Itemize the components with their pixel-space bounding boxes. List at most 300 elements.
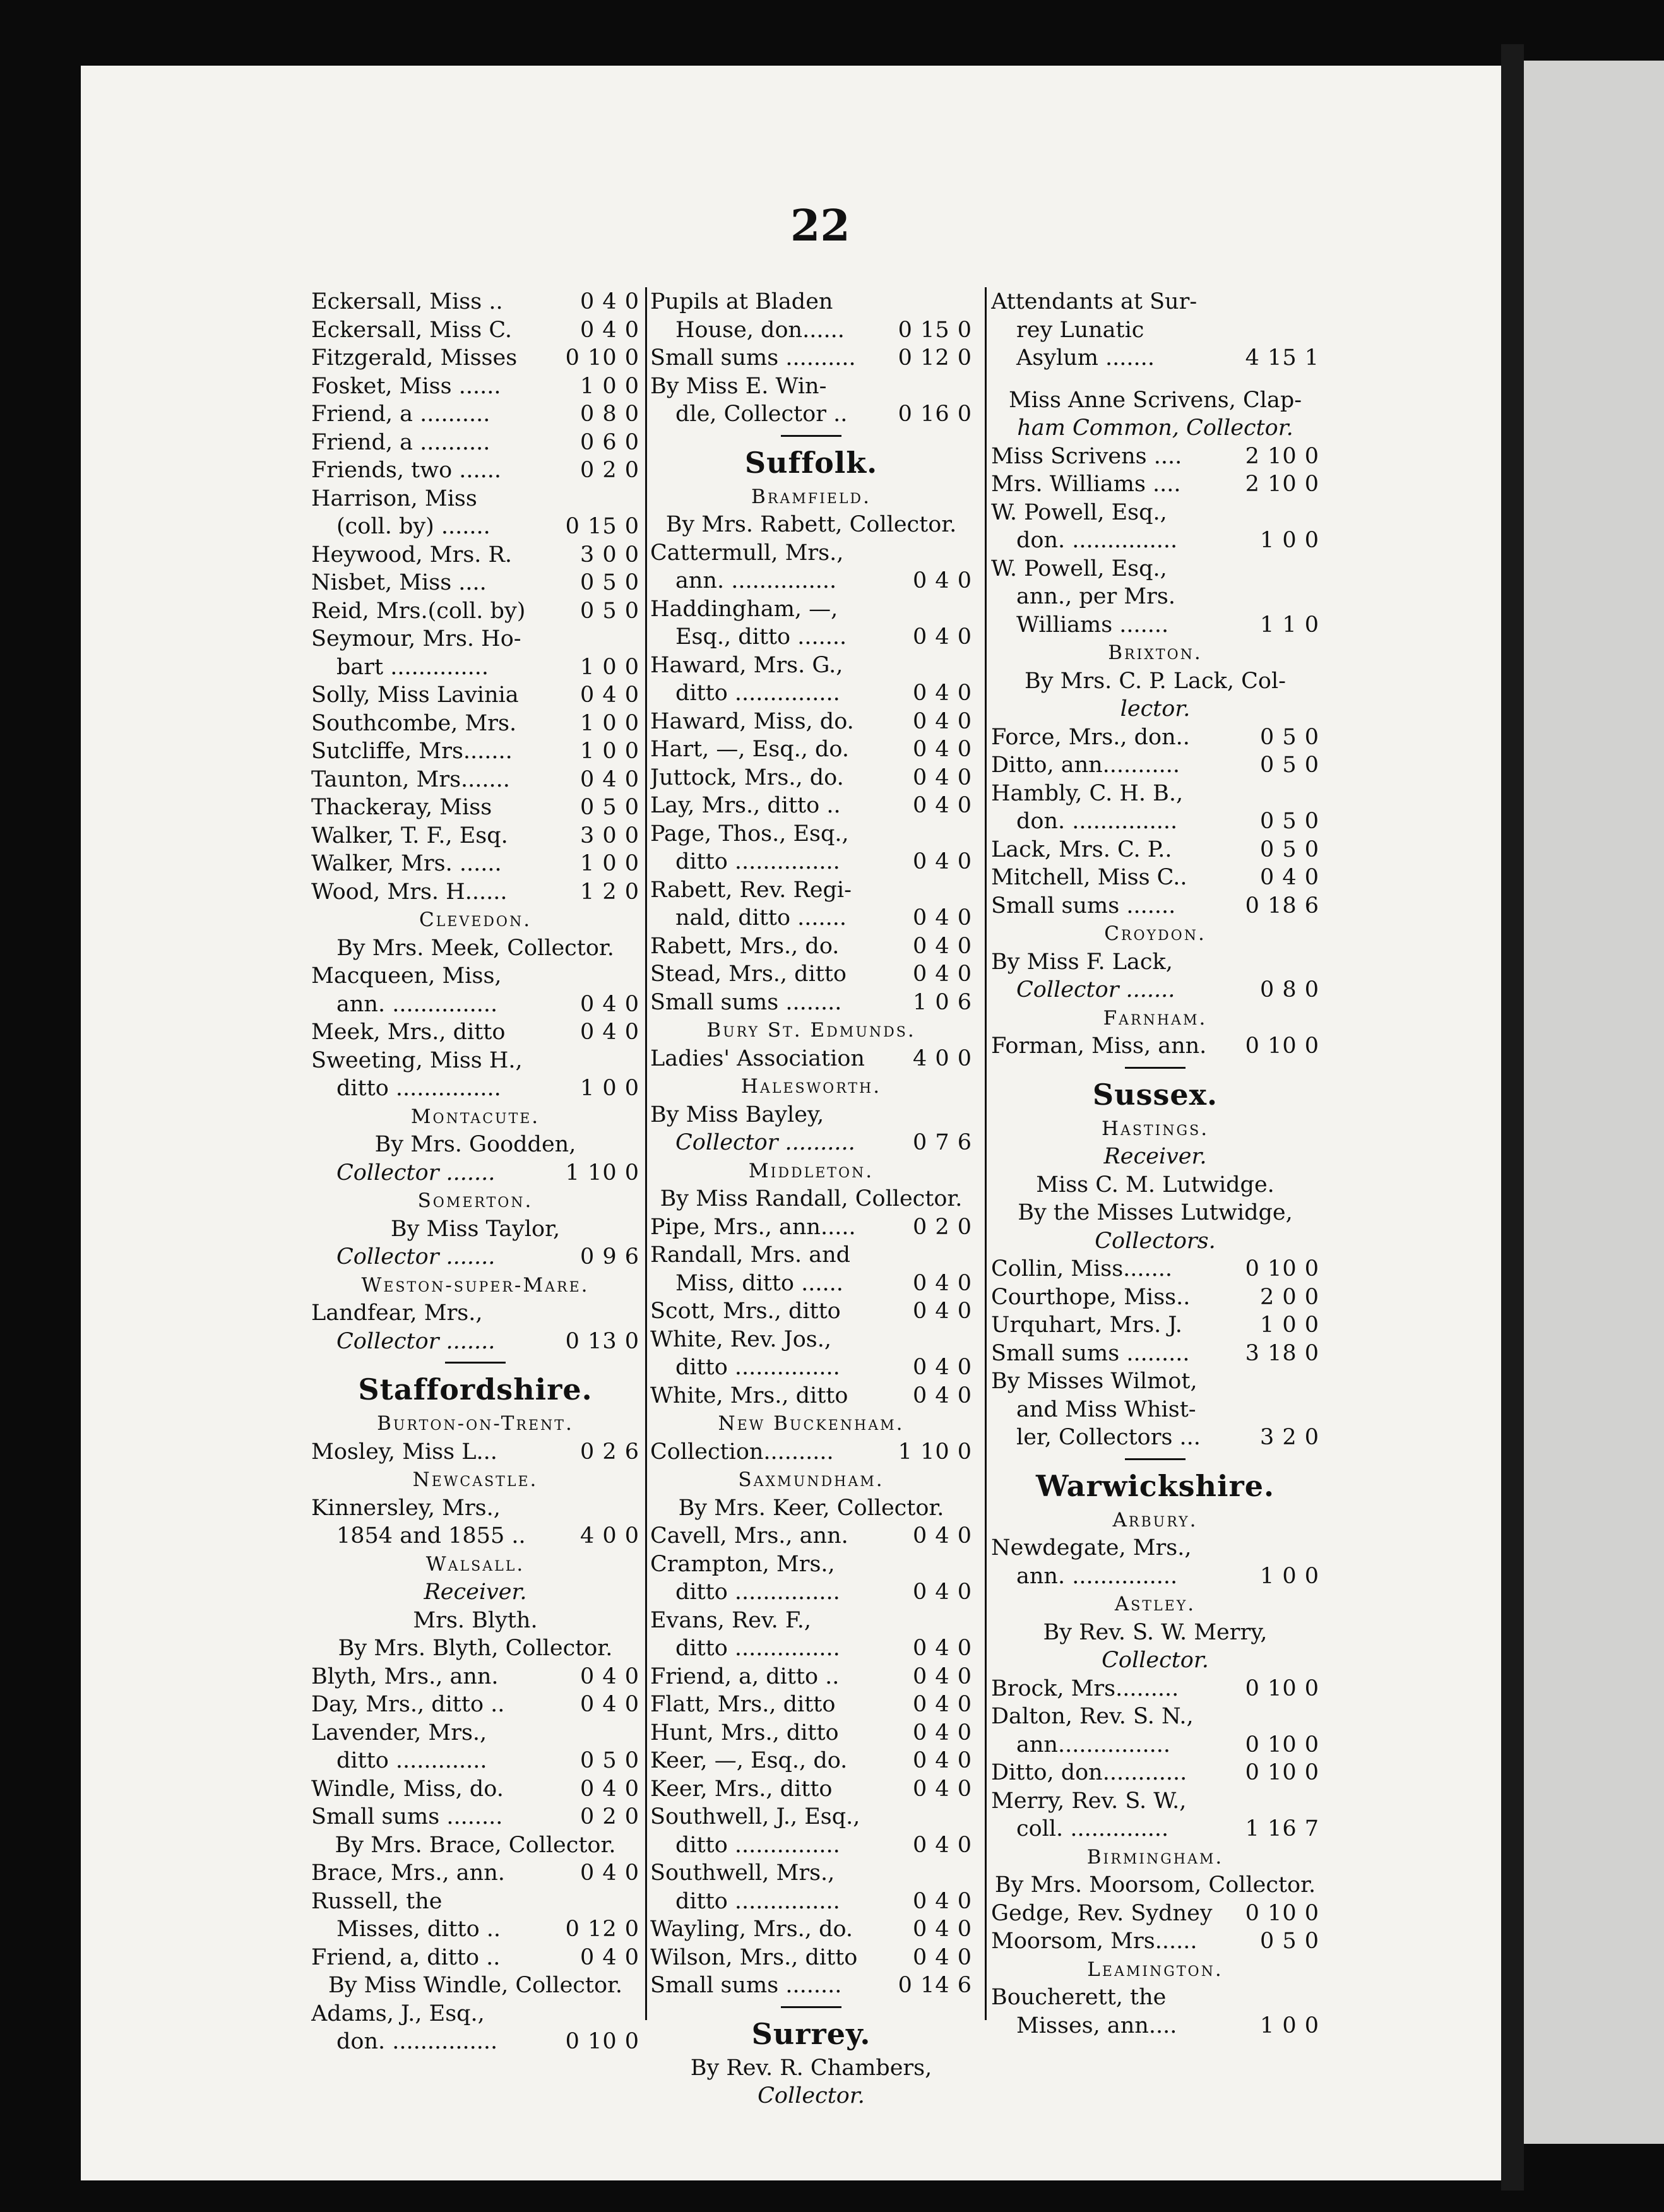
- entry-name: Landfear, Mrs.,: [311, 1300, 483, 1326]
- subscription-entry: [650, 1522, 972, 1550]
- amount: 0 6 0: [576, 429, 639, 457]
- subscription-entry: [991, 1340, 1319, 1368]
- entry-name: Courthope, Miss..: [991, 1284, 1191, 1310]
- subscription-entry-continued: [650, 400, 972, 429]
- place-heading: Middleton.: [748, 1159, 874, 1182]
- subscription-entry-continued: [311, 1915, 639, 1944]
- entry-name: Cavell, Mrs., ann.: [650, 1523, 848, 1549]
- entry-name: Walker, T. F., Esq.: [311, 823, 508, 848]
- amount: 0 4 0: [909, 1775, 972, 1804]
- entry-name: Haward, Mrs. G.,: [650, 652, 843, 678]
- entry-name: ler, Collectors ...: [1016, 1425, 1201, 1450]
- entry-name: ditto ...............: [675, 681, 840, 706]
- subscription-entry-continued: [311, 1522, 639, 1550]
- collector-line: By Mrs. Brace, Collector.: [335, 1832, 616, 1858]
- entry-name: By Miss E. Win-: [650, 373, 827, 399]
- entry-name: and Miss Whist-: [1016, 1396, 1196, 1422]
- entry-name: don. ...............: [1016, 528, 1178, 553]
- subscription-entry: [311, 2000, 639, 2028]
- subscription-entry: [311, 1803, 639, 1831]
- subscription-entry-continued: [650, 1129, 972, 1157]
- amount: 1 2 0: [576, 878, 639, 907]
- subscription-entry: [991, 1534, 1319, 1562]
- collector-line: By Miss Taylor,: [390, 1216, 561, 1242]
- amount: 0 4 0: [576, 1944, 639, 1972]
- amount: 0 15 0: [562, 513, 639, 541]
- subscription-entry-continued: [991, 1815, 1319, 1843]
- entry-name: Day, Mrs., ditto ..: [311, 1692, 505, 1717]
- subscription-entry: [311, 1663, 639, 1691]
- entry-name: ditto ...............: [675, 1355, 840, 1380]
- entry-name: Small sums ........: [311, 1804, 503, 1829]
- amount: 0 4 0: [576, 1775, 639, 1804]
- amount: 0 4 0: [909, 1578, 972, 1607]
- entry-name: By Misses Wilmot,: [991, 1369, 1197, 1394]
- amount: 0 5 0: [576, 569, 639, 597]
- subscription-entry-continued: [650, 567, 972, 595]
- amount: 0 10 0: [562, 2028, 639, 2056]
- amount: 0 4 0: [909, 1382, 972, 1410]
- amount: 0 5 0: [576, 794, 639, 822]
- entry-name: ann. ...............: [336, 991, 498, 1017]
- subscription-entry: [650, 651, 972, 680]
- subscription-entry: [650, 1859, 972, 1888]
- entry-name: Haddingham, —,: [650, 596, 838, 622]
- subscription-entry: [650, 1101, 972, 1129]
- amount: 0 4 0: [909, 904, 972, 932]
- amount: 0 13 0: [562, 1328, 639, 1356]
- subscription-entry: [311, 1691, 639, 1719]
- entry-name: Wood, Mrs. H......: [311, 879, 508, 905]
- subscription-entry: [311, 625, 639, 653]
- amount: 1 0 6: [909, 989, 972, 1017]
- amount: 3 2 0: [1256, 1424, 1319, 1452]
- entry-name: Macqueen, Miss,: [311, 963, 502, 989]
- entry-name: Randall, Mrs. and: [650, 1242, 851, 1268]
- role-line: Collector.: [1102, 1648, 1209, 1673]
- facing-page-edge: [1524, 61, 1664, 2144]
- subscription-entry: [311, 400, 639, 429]
- entry-name: Seymour, Mrs. Ho-: [311, 626, 521, 651]
- subscription-entry: [311, 1047, 639, 1075]
- place-heading: Arbury.: [1112, 1508, 1198, 1531]
- amount: 0 12 0: [894, 344, 972, 372]
- entry-name: ditto ...............: [675, 849, 840, 874]
- role-line: ham Common, Collector.: [1017, 415, 1293, 441]
- amount: 0 10 0: [1242, 1900, 1319, 1928]
- subscription-entry: [991, 1983, 1319, 2012]
- subscription-entry: [650, 1971, 972, 2000]
- subscription-entry: [650, 1775, 972, 1804]
- subscription-entry: [311, 316, 639, 345]
- entry-name: Haward, Miss, do.: [650, 708, 854, 734]
- amount: 0 4 0: [909, 735, 972, 764]
- entry-name: Friends, two ......: [311, 458, 502, 483]
- place-heading: Montacute.: [410, 1105, 540, 1128]
- amount: 0 4 0: [909, 1353, 972, 1382]
- place-heading: Birmingham.: [1086, 1845, 1224, 1869]
- entry-name: Misses, ann....: [1016, 2013, 1177, 2038]
- amount: 0 4 0: [576, 766, 639, 794]
- role-line: Receiver.: [1103, 1144, 1207, 1169]
- subscription-entry: [650, 989, 972, 1017]
- amount: 0 4 0: [909, 708, 972, 736]
- section-rule: [650, 429, 972, 443]
- amount: 0 5 0: [1256, 836, 1319, 864]
- amount: 0 12 0: [562, 1915, 639, 1944]
- amount: 4 15 1: [1242, 344, 1319, 372]
- subscription-entry: [650, 1326, 972, 1354]
- subscription-entry: [991, 836, 1319, 864]
- subscription-entry: [650, 1550, 972, 1579]
- entry-name: ann. ...............: [1016, 1563, 1178, 1589]
- subscription-entry: [311, 485, 639, 513]
- subscription-entry: [650, 595, 972, 624]
- amount: 0 10 0: [562, 344, 639, 372]
- entry-name: Eckersall, Miss ..: [311, 289, 503, 314]
- entry-name: Fosket, Miss ......: [311, 373, 501, 399]
- amount: 0 9 6: [576, 1243, 639, 1271]
- subscription-entry-continued: [991, 1562, 1319, 1591]
- role-line: lector.: [1120, 696, 1191, 722]
- amount: 0 4 0: [909, 1831, 972, 1860]
- entry-name: Lavender, Mrs.,: [311, 1720, 487, 1745]
- amount: 0 5 0: [1256, 1927, 1319, 1956]
- place-heading: Astley.: [1114, 1593, 1196, 1615]
- entry-name: Friend, a ..........: [311, 429, 490, 455]
- amount: 0 4 0: [909, 1719, 972, 1747]
- entry-name: Collector .......: [1016, 977, 1175, 1002]
- amount: 0 4 0: [909, 932, 972, 961]
- amount: 1 0 0: [576, 850, 639, 878]
- entry-name: Reid, Mrs.(coll. by): [311, 598, 526, 624]
- entry-name: Hart, —, Esq., do.: [650, 737, 849, 762]
- entry-name: Kinnersley, Mrs.,: [311, 1495, 501, 1521]
- amount: 1 0 0: [1256, 526, 1319, 555]
- entry-name: Urquhart, Mrs. J.: [991, 1312, 1182, 1338]
- place-heading: New Buckenham.: [718, 1412, 905, 1435]
- subscription-entry: [991, 1675, 1319, 1703]
- entry-name: Evans, Rev. F.,: [650, 1607, 811, 1633]
- entry-name: Newdegate, Mrs.,: [991, 1535, 1192, 1561]
- spacer: [991, 372, 1319, 386]
- entry-name: Eckersall, Miss C.: [311, 317, 513, 343]
- entry-name: ditto .............: [336, 1748, 487, 1773]
- amount: 0 4 0: [909, 1663, 972, 1691]
- entry-name: Friend, a, ditto ..: [311, 1944, 501, 1970]
- subscription-entry: [311, 569, 639, 597]
- amount: 0 2 0: [576, 1803, 639, 1831]
- subscription-entry: [650, 820, 972, 848]
- entry-name: Thackeray, Miss: [311, 795, 492, 820]
- amount: 1 0 0: [1256, 1562, 1319, 1591]
- subscription-entry: [650, 932, 972, 961]
- entry-name: Sweeting, Miss H.,: [311, 1047, 523, 1073]
- place-heading: Hastings.: [1101, 1117, 1209, 1140]
- subscription-entry-continued: [991, 1731, 1319, 1759]
- entry-name: Windle, Miss, do.: [311, 1776, 504, 1802]
- county-heading: Sussex.: [1092, 1077, 1218, 1112]
- entry-name: Hambly, C. H. B.,: [991, 780, 1184, 806]
- amount: 1 0 0: [576, 710, 639, 738]
- subscription-entry-continued: [991, 807, 1319, 836]
- amount: 0 4 0: [909, 1915, 972, 1944]
- subscription-entry-continued: [311, 2028, 639, 2056]
- subscription-entry: [991, 1283, 1319, 1312]
- entry-name: Force, Mrs., don..: [991, 724, 1190, 750]
- amount: 0 4 0: [909, 1944, 972, 1972]
- amount: 0 4 0: [909, 1297, 972, 1326]
- subscription-entry: [311, 681, 639, 710]
- collector-line: Miss Anne Scrivens, Clap-: [1008, 387, 1302, 413]
- subscription-entry-continued: [650, 848, 972, 876]
- place-heading: Somerton.: [417, 1189, 533, 1212]
- subscription-entry-continued: [650, 904, 972, 932]
- subscription-entry-continued: [991, 316, 1319, 345]
- collector-line: By Mrs. Blyth, Collector.: [338, 1636, 613, 1661]
- collector-line: By Rev. R. Chambers,: [690, 2055, 932, 2081]
- column-divider-2: [985, 287, 987, 2020]
- amount: 0 4 0: [909, 679, 972, 708]
- amount: 0 4 0: [576, 288, 639, 316]
- subscription-entry: [991, 1311, 1319, 1340]
- entry-name: ditto ...............: [675, 1888, 840, 1914]
- subscription-entry: [311, 850, 639, 878]
- subscription-entry: [991, 555, 1319, 583]
- entry-name: ann................: [1016, 1732, 1170, 1757]
- subscription-entry: [311, 1859, 639, 1888]
- entry-name: Brock, Mrs.........: [991, 1675, 1179, 1701]
- amount: 1 0 0: [576, 1074, 639, 1103]
- amount: 0 4 0: [909, 1270, 972, 1298]
- amount: 4 0 0: [576, 1522, 639, 1550]
- entry-name: Gedge, Rev. Sydney: [991, 1900, 1213, 1926]
- entry-name: Southwell, J., Esq.,: [650, 1804, 860, 1829]
- subscription-entry: [650, 344, 972, 372]
- entry-name: Wilson, Mrs., ditto: [650, 1944, 858, 1970]
- subscription-entry: [311, 878, 639, 907]
- amount: 0 2 0: [576, 456, 639, 485]
- page-number: 22: [790, 201, 850, 251]
- entry-name: Hunt, Mrs., ditto: [650, 1720, 839, 1745]
- subscription-entry-continued: [991, 611, 1319, 639]
- entry-name: Misses, ditto ..: [336, 1917, 501, 1942]
- entry-name: Williams .......: [1016, 612, 1169, 638]
- subscription-entry: [650, 708, 972, 736]
- subscription-entry-continued: [650, 1831, 972, 1860]
- entry-name: Ditto, ann...........: [991, 752, 1180, 778]
- subscription-entry: [311, 822, 639, 850]
- amount: 0 10 0: [1242, 1255, 1319, 1283]
- subscription-entry: [311, 429, 639, 457]
- amount: 1 0 0: [576, 737, 639, 766]
- place-heading: Croydon.: [1104, 922, 1206, 945]
- amount: 0 4 0: [909, 1747, 972, 1775]
- amount: 0 4 0: [909, 1691, 972, 1719]
- subscription-entry: [311, 1438, 639, 1466]
- amount: 0 4 0: [576, 990, 639, 1019]
- subscription-entry-continued: [650, 623, 972, 651]
- amount: 2 10 0: [1242, 470, 1319, 499]
- section-rule: [991, 1452, 1319, 1466]
- entry-name: Southcombe, Mrs.: [311, 710, 517, 736]
- subscription-entry-continued: [650, 679, 972, 708]
- subscription-entry: [650, 960, 972, 989]
- subscription-entry-continued: [991, 2012, 1319, 2040]
- place-heading: Weston-super-Mare.: [361, 1273, 590, 1297]
- entry-name: Taunton, Mrs.......: [311, 766, 510, 792]
- role-line: Collectors.: [1095, 1228, 1216, 1254]
- amount: 2 10 0: [1242, 443, 1319, 471]
- amount: 0 4 0: [909, 848, 972, 876]
- subscription-entry: [991, 1759, 1319, 1787]
- amount: 0 5 0: [576, 1747, 639, 1775]
- entry-name: Small sums ........: [650, 1973, 842, 1998]
- amount: 0 5 0: [1256, 807, 1319, 836]
- entry-name: (coll. by) .......: [336, 514, 490, 539]
- entry-name: bart ..............: [336, 654, 489, 680]
- subscription-entry-continued: [311, 990, 639, 1019]
- subscription-entry: [650, 1663, 972, 1691]
- amount: 0 4 0: [909, 960, 972, 989]
- place-heading: Brixton.: [1108, 641, 1203, 664]
- entry-name: Southwell, Mrs.,: [650, 1860, 835, 1886]
- entry-name: Collector .......: [336, 1328, 496, 1354]
- entry-name: White, Mrs., ditto: [650, 1382, 848, 1408]
- entry-name: Mitchell, Miss C..: [991, 865, 1187, 890]
- collector-line: By Mrs. Keer, Collector.: [678, 1495, 944, 1521]
- amount: 1 1 0: [1256, 611, 1319, 639]
- subscription-entry: [991, 1900, 1319, 1928]
- section-rule: [311, 1355, 639, 1369]
- amount: 1 16 7: [1242, 1815, 1319, 1843]
- amount: 0 4 0: [576, 681, 639, 710]
- subscription-entry: [650, 288, 972, 316]
- subscription-entry: [311, 288, 639, 316]
- subscription-entry: [650, 1297, 972, 1326]
- amount: 0 4 0: [909, 1634, 972, 1663]
- entry-name: Forman, Miss, ann.: [991, 1033, 1207, 1059]
- subscription-entry-continued: [650, 1353, 972, 1382]
- entry-name: Adams, J., Esq.,: [311, 2001, 485, 2026]
- subscription-entry: [311, 710, 639, 738]
- subscription-entry: [991, 723, 1319, 752]
- subscription-entry: [311, 1944, 639, 1972]
- entry-name: Juttock, Mrs., do.: [650, 764, 844, 790]
- amount: 0 5 0: [576, 597, 639, 626]
- subscription-entry-continued: [311, 1159, 639, 1187]
- collector-line: By Miss Randall, Collector.: [660, 1186, 963, 1211]
- subscription-entry-continued: [311, 1074, 639, 1103]
- receiver-name: Mrs. Blyth.: [413, 1607, 538, 1633]
- place-heading: Bury St. Edmunds.: [706, 1019, 916, 1042]
- entry-name: White, Rev. Jos.,: [650, 1326, 831, 1352]
- subscription-entry: [311, 794, 639, 822]
- entry-name: Rabett, Mrs., do.: [650, 933, 840, 959]
- amount: 0 10 0: [1242, 1675, 1319, 1703]
- county-heading: Suffolk.: [744, 445, 878, 480]
- entry-name: Russell, the: [311, 1888, 443, 1914]
- subscription-entry: [650, 1803, 972, 1831]
- entry-name: Meek, Mrs., ditto: [311, 1020, 506, 1045]
- amount: 4 0 0: [909, 1045, 972, 1073]
- entry-name: Harrison, Miss: [311, 485, 477, 511]
- place-heading: Leamington.: [1087, 1958, 1223, 1981]
- place-heading: Halesworth.: [740, 1075, 882, 1098]
- subscription-entry: [991, 892, 1319, 920]
- subscription-entry: [991, 288, 1319, 316]
- entry-name: Miss Scrivens ....: [991, 443, 1182, 469]
- entry-name: Heywood, Mrs. R.: [311, 542, 513, 568]
- amount: 3 18 0: [1242, 1340, 1319, 1368]
- subscription-entry: [650, 1438, 972, 1466]
- subscription-entry: [650, 1747, 972, 1775]
- entry-name: Keer, —, Esq., do.: [650, 1748, 848, 1773]
- subscription-entry: [650, 764, 972, 792]
- book-gutter: [1501, 44, 1524, 2191]
- subscription-entry-continued: [311, 653, 639, 682]
- entry-name: Sutcliffe, Mrs.......: [311, 739, 513, 764]
- subscription-entry: [650, 1719, 972, 1747]
- amount: 0 14 6: [894, 1971, 972, 2000]
- entry-name: Pipe, Mrs., ann.....: [650, 1214, 856, 1240]
- county-heading: Warwickshire.: [1036, 1468, 1275, 1503]
- entry-name: Rabett, Rev. Regi-: [650, 877, 852, 903]
- amount: 0 10 0: [1242, 1759, 1319, 1787]
- entry-name: Collector .......: [336, 1244, 496, 1270]
- section-rule: [991, 1061, 1319, 1074]
- subscription-entry: [311, 372, 639, 401]
- entry-name: W. Powell, Esq.,: [991, 499, 1167, 525]
- amount: 3 0 0: [576, 822, 639, 850]
- entry-name: ditto ...............: [675, 1636, 840, 1661]
- column-3: [991, 288, 1319, 2040]
- entry-name: Esq., ditto .......: [675, 624, 847, 650]
- entry-name: don. ...............: [336, 2029, 498, 2054]
- subscription-entry: [991, 1703, 1319, 1731]
- subscription-entry-continued: [991, 526, 1319, 555]
- section-rule: [650, 2000, 972, 2014]
- amount: 0 7 6: [909, 1129, 972, 1157]
- subscription-entry: [991, 443, 1319, 471]
- amount: 0 4 0: [1256, 864, 1319, 892]
- collector-line: By Mrs. Rabett, Collector.: [665, 512, 957, 537]
- subscription-entry-continued: [311, 513, 639, 541]
- subscription-entry: [650, 1213, 972, 1242]
- amount: 1 10 0: [894, 1438, 972, 1466]
- subscription-entry-continued: [991, 1396, 1319, 1424]
- amount: 0 4 0: [576, 1691, 639, 1719]
- subscription-entry: [650, 539, 972, 568]
- entry-name: Pupils at Bladen: [650, 289, 833, 314]
- collector-line: By Mrs. Goodden,: [374, 1132, 576, 1157]
- entry-name: ann., per Mrs.: [1016, 584, 1175, 609]
- amount: 0 4 0: [909, 1522, 972, 1550]
- entry-name: ann. ...............: [675, 568, 837, 593]
- entry-name: Collection..........: [650, 1439, 834, 1465]
- entry-name: Walker, Mrs. ......: [311, 851, 502, 876]
- entry-name: Brace, Mrs., ann.: [311, 1860, 505, 1886]
- place-heading: Farnham.: [1103, 1006, 1208, 1030]
- amount: 0 5 0: [1256, 751, 1319, 780]
- amount: 3 0 0: [576, 541, 639, 569]
- subscription-entry-continued: [991, 344, 1319, 372]
- entry-name: ditto ...............: [336, 1076, 501, 1101]
- subscription-entry: [311, 766, 639, 794]
- entry-name: Flatt, Mrs., ditto: [650, 1692, 836, 1717]
- entry-name: Scott, Mrs., ditto: [650, 1299, 841, 1324]
- entry-name: Solly, Miss Lavinia: [311, 682, 519, 708]
